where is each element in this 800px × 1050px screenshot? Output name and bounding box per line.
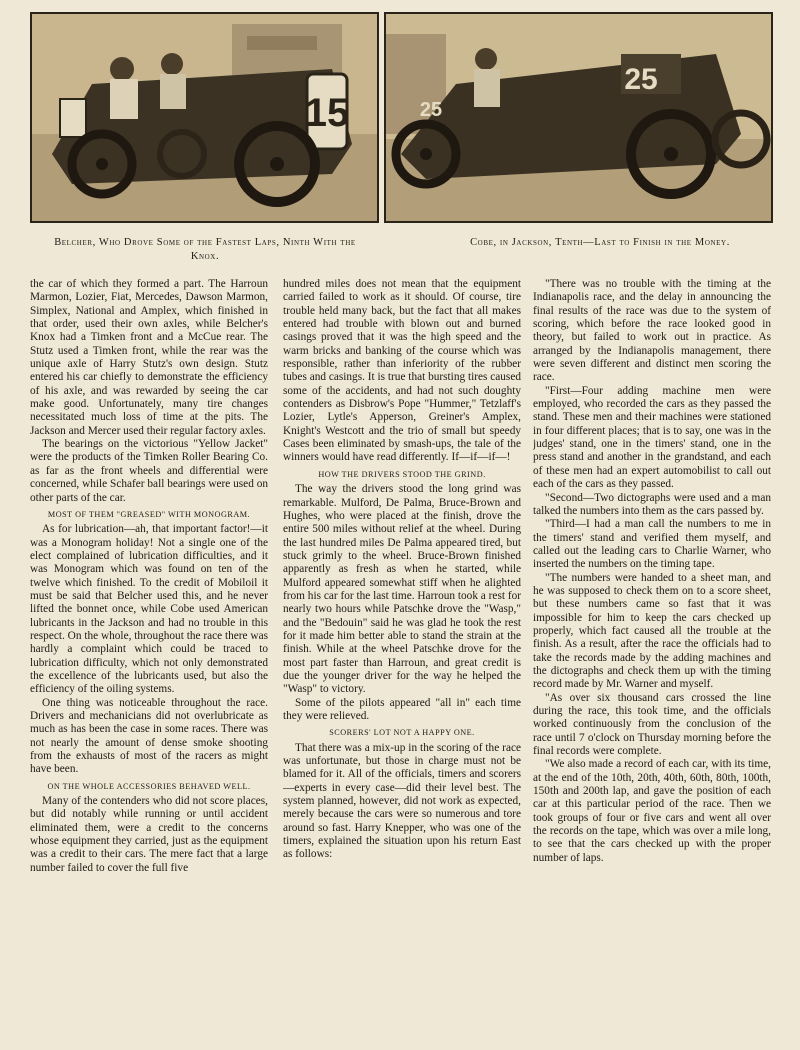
- article-column-1: [30, 278, 268, 1048]
- paragraph: As for lubrication—ah, that important factor!—it was a Monogram holiday! Not a single one of the elect complained of lubrication difficulties, and it was Monogram which was found on ten of the twelve which finished. To the credit of Mobiloil it must be said that Belcher used this, and he never lifted the bonnet once, while Cobe used American lubricants in the Jackson and had no trouble in this respect. On the whole, throughout the race there was hardly a complaint which could be traced to lubrication difficulty, which not only demonstrated the excellence of the lubricants used, but also the efficiency of the oiling systems.: [30, 523, 268, 696]
- car-number-25-side: 25: [419, 99, 443, 121]
- paragraph: Many of the contenders who did not score places, but did notably while running or until accident eliminated them, were a credit to the concerns whose equipment they carried, just as the equipment was a credit to their cars. The mere fact that a large number failed to cover the full five: [30, 795, 268, 874]
- paragraph: The way the drivers stood the long grind was remarkable. Mulford, De Palma, Bruce-Brown and Hughes, who were placed at the finish, drove the entire 500 miles without relief at the wheel. During the last hundred miles De Palma appeared tired, but stuck grimly to the wheel. Bruce-Brown finished apparently as fresh as when he started, while Mulford appeared somewhat stiff when he alighted from his car for the last time. Harroun took a rest for nearly two hours while Patschke drove the "Wasp," and the "Bedouin" said he was glad he took the rest for it made him better able to stand the strain at the finish. While at the wheel Patschke drove for the most part faster than Harroun, and great credit is due the younger driver for the way he helped the "Wasp" to victory.: [283, 483, 521, 696]
- caption-cobe: Cobe, in Jackson, Tenth—Last to Finish in the Money.: [470, 237, 730, 248]
- paragraph: "As over six thousand cars crossed the line during the race, this took time, and the officials worked continuously from the conclusion of the race until 7 o'clock on Thursday morning before the final records were complete.: [533, 691, 771, 758]
- paragraph: "We also made a record of each car, with its time, at the end of the 10th, 20th, 40th, 60th, 80th, 100th, 150th and 200th lap, and gave the position of each car at this particular period of the race. Then we took groups of four or five cars and went all over the records on the tape, which was over a mile long, to see that the cars checked up with the proper number of laps.: [533, 758, 771, 864]
- race-car-photo-left: [32, 14, 377, 221]
- paragraph: hundred miles does not mean that the equipment carried failed to work as it should. Of course, tire trouble held many back, but the fact that all makes entered had trouble with blown out and burned casings proved that it was the high speed and the warm bricks and banking of the course which was responsible, rather than inferiority of the rubber tubes and casings. It is true that bursting tires caused some of the accidents, and had not such doughty contenders as Disbrow's Pope "Hummer," Tetzlaff's Lozier, Lytle's Apperson, Greiner's Amplex, Knight's Westcott and the trio of small but speedy Cases been eliminated by smash-ups, the tale of the winners would have read differently. If—if—if—!: [283, 278, 521, 464]
- article-column-3: [533, 278, 771, 1048]
- paragraph: "The numbers were handed to a sheet man, and he was supposed to check them on to a score sheet, but these numbers came so fast that it was impossible for him to keep the cars checked up properly, which fact caused all the trouble at the finish. As a result, after the race the officials had to take the records made by the adding machines and the dictographs and check them up with the timing record made by Mr. Warner and myself.: [533, 571, 771, 691]
- paragraph: the car of which they formed a part. The Harroun Marmon, Lozier, Fiat, Mercedes, Dawson Marmon, Simplex, National and Amplex, which finished in that order, used their own axles, while Belcher's Knox had a Timken front and a McCue rear. The Stutz used a Timken front, while the rear was the unique axle of Harry Stutz's own design. Stutz entered his car chiefly to demonstrate the efficiency of his axle, and was rewarded by seeing the car make good. Unfortunately, many tire changes necessitated much loss of time at the pits. The Jackson and Mercer used their regular factory axles.: [30, 278, 268, 437]
- car-number-15: 15: [304, 91, 350, 135]
- caption-belcher: Belcher, Who Drove Some of the Fastest Laps, Ninth With the Knox.: [54, 237, 356, 262]
- paragraph: One thing was noticeable throughout the race. Drivers and mechanicians did not overlubricate as much as has been the case in some races. There was not nearly the amount of dense smoke shooting from the exhausts of most of the racers as might have been.: [30, 696, 268, 776]
- race-car-photo-right: [386, 14, 771, 221]
- car-number-25-hood: 25: [624, 63, 658, 96]
- paragraph: "First—Four adding machine men were employed, who recorded the cars as they passed the stand. These men and their machines were stationed in four different places; that is to say, one was in the judges' stand, one in the timers' stand, one in the press stand and another in the grandstand, and each of these men had an expert automobilist to call out each of the cars as they passed.: [533, 384, 771, 491]
- article-column-2: [283, 278, 521, 1048]
- paragraph: "Second—Two dictographs were used and a man talked the numbers into them as the cars passed by.: [533, 491, 771, 517]
- photo-captions: [30, 236, 770, 270]
- paragraph: "Third—I had a man call the numbers to me in the timers' stand and verified them myself, and called out the leading cars to Charlie Warner, who inserted the numbers on the timing tape.: [533, 518, 771, 571]
- subheading-lubrication: MOST OF THEM "GREASED" WITH MONOGRAM.: [47, 509, 251, 519]
- subheading-scorers: SCORERS' LOT NOT A HAPPY ONE.: [329, 728, 475, 738]
- subheading-accessories: ON THE WHOLE ACCESSORIES BEHAVED WELL.: [47, 781, 251, 791]
- subheading-drivers: HOW THE DRIVERS STOOD THE GRIND.: [318, 469, 486, 479]
- photo-cobe-jackson: [384, 12, 773, 223]
- photo-belcher-knox: [30, 12, 379, 223]
- paragraph: That there was a mix-up in the scoring of the race was unfortunate, but those in charge must not be blamed for it. All of the officials, timers and scorers—experts in every case—did their level best. The system planned, however, did not work as expected, merely because the cars were so numerous and tore around so fast. Harry Knepper, who was one of the timers, explained the situation upon his return East as follows:: [283, 741, 521, 861]
- paragraph: "There was no trouble with the timing at the Indianapolis race, and the delay in announcing the final results of the race was due to the system of scoring, which before the race looked good in theory, but failed to work out in practice. As arranged by the Indianapolis management, there were seven different and distinct men scoring the race.: [533, 278, 771, 384]
- paragraph: The bearings on the victorious "Yellow Jacket" were the products of the Timken Roller Bearing Co. as far as the front wheels and differential were concerned, while Schafer ball bearings were used on other parts of the car.: [30, 438, 268, 504]
- paragraph: Some of the pilots appeared "all in" each time they were relieved.: [283, 696, 521, 722]
